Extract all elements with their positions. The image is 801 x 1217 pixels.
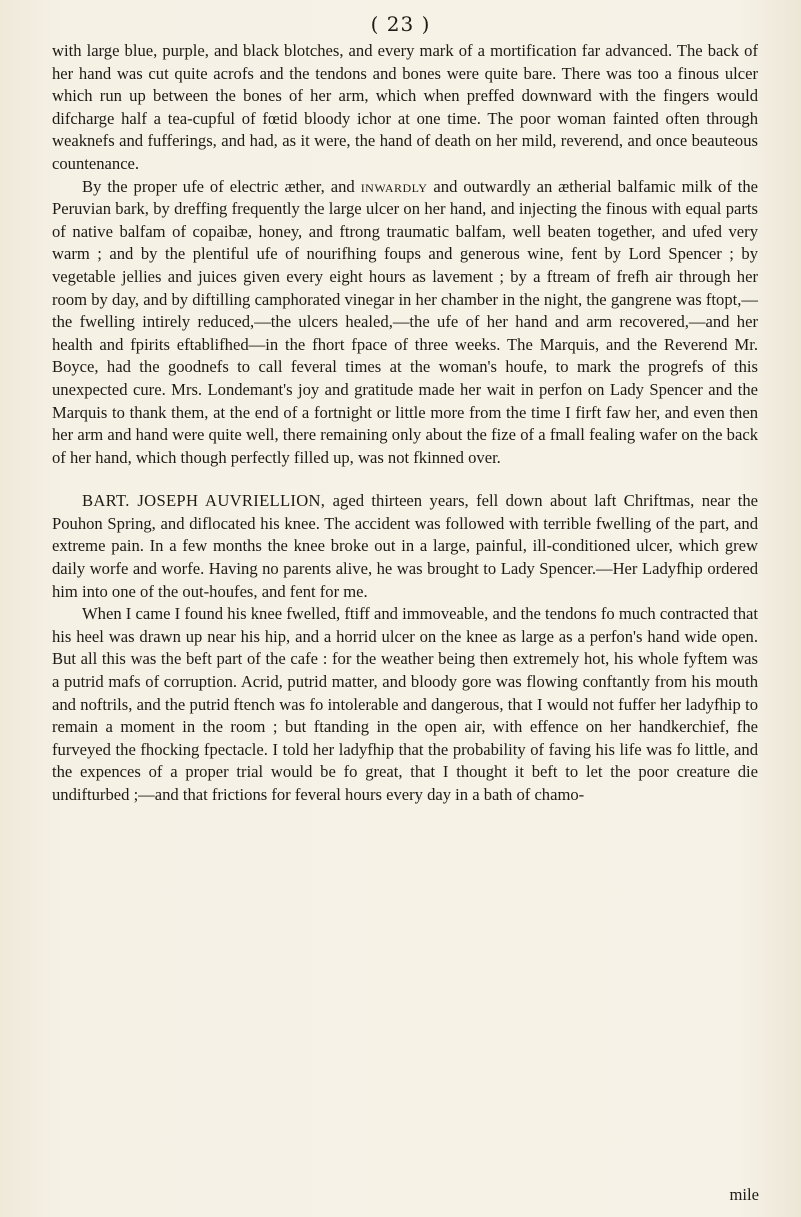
case-paragraph-body: aged thirteen years, fell down about laft Chriftmas, near the Pouhon Spring, and diflocated his knee. The accident was followed with terrible fwelling of the part, and extreme pain. In a few months the knee broke out in a large, painful, ill-conditioned ulcer, which grew daily worfe and worfe. Having no parents alive, he was brought to Lady Spencer.—Her Ladyfhip ordered him into one of the out-houfes, and fent for me. <box>52 491 758 601</box>
paragraph-treatment <box>52 176 758 470</box>
paragraph-treatment-body: and outwardly an ætherial balfamic milk of the Peruvian bark, by dreffing frequently the large ulcer on her hand, and injecting the finous with equal parts of native balfam of copaibæ, honey, and ftrong traumatic balfam, well beaten together, and ufed very warm ; and by the plentiful ufe of nourifhing foups and generous wine, fent by Lord Spencer ; by vegetable jellies and juices given every eight hours as lavement ; by a ftream of frefh air through her room by day, and by diftilling camphorated vinegar in her chamber in the night, the gangrene was ftopt,—the fwelling intirely reduced,—the ulcers healed,—the ufe of her hand and arm recovered,—and her health and fpirits eftablifhed—in the fhort fpace of three weeks. The Marquis, and the Reverend Mr. Boyce, had the goodnefs to call feveral times at the woman's houfe, to mark the progrefs of this unexpected cure. Mrs. Londemant's joy and gratitude made her wait in perfon on Lady Spencer and the Marquis to thank them, at the end of a fortnight or little more from the time I firft faw her, and even then her arm and hand were quite well, there remaining only about the fize of a fmall fealing wafer on the back of her hand, which though perfectly filled up, was not fkinned over. <box>52 176 758 467</box>
paragraph-treatment-lead: By the proper ufe of electric æther, and <box>82 176 361 196</box>
body-text <box>52 40 758 807</box>
page-number: ( 23 ) <box>370 12 431 36</box>
case-heading: BART. JOSEPH AUVRIELLION, <box>82 491 326 511</box>
emphasis-inwardly: inwardly <box>360 176 428 196</box>
paragraph-continuation: with large blue, purple, and black blotches, and every mark of a mortification far advanced. The back of her hand was cut quite acrofs and the tendons and bones were quite bare. There was too a finous ulcer which run up between the bones of her arm, which when preffed downward with the fingers would difcharge half a tea-cupful of fœtid bloody ichor at one time. The poor woman fainted often through weaknefs and fufferings, and had, as it were, the hand of death on her mild, reverend, and once beauteous countenance. <box>52 41 758 173</box>
paragraph-examination: When I came I found his knee fwelled, ftiff and immoveable, and the tendons fo much contracted that his heel was drawn up near his hip, and a horrid ulcer on the knee as large as a perfon's hand wide open. But all this was the beft part of the cafe : for the weather being then extremely hot, his whole fyftem was a putrid mafs of corruption. Acrid, putrid matter, and bloody gore was flowing conftantly from his mouth and noftrils, and the putrid ftench was fo intolerable and dangerous, that I would not fuffer her ladyfhip to remain a moment in the room ; but ftanding in the open air, with effence on her handkerchief, fhe furveyed the fhocking fpectacle. I told her ladyfhip that the probability of faving his life was fo little, and the expences of a proper trial would be fo great, that I thought it beft to let the poor creature die undifturbed ;—and that frictions for feveral hours every day in a bath of chamo- <box>52 604 758 804</box>
case-paragraph <box>52 490 758 603</box>
catchword: mile <box>729 1185 759 1204</box>
